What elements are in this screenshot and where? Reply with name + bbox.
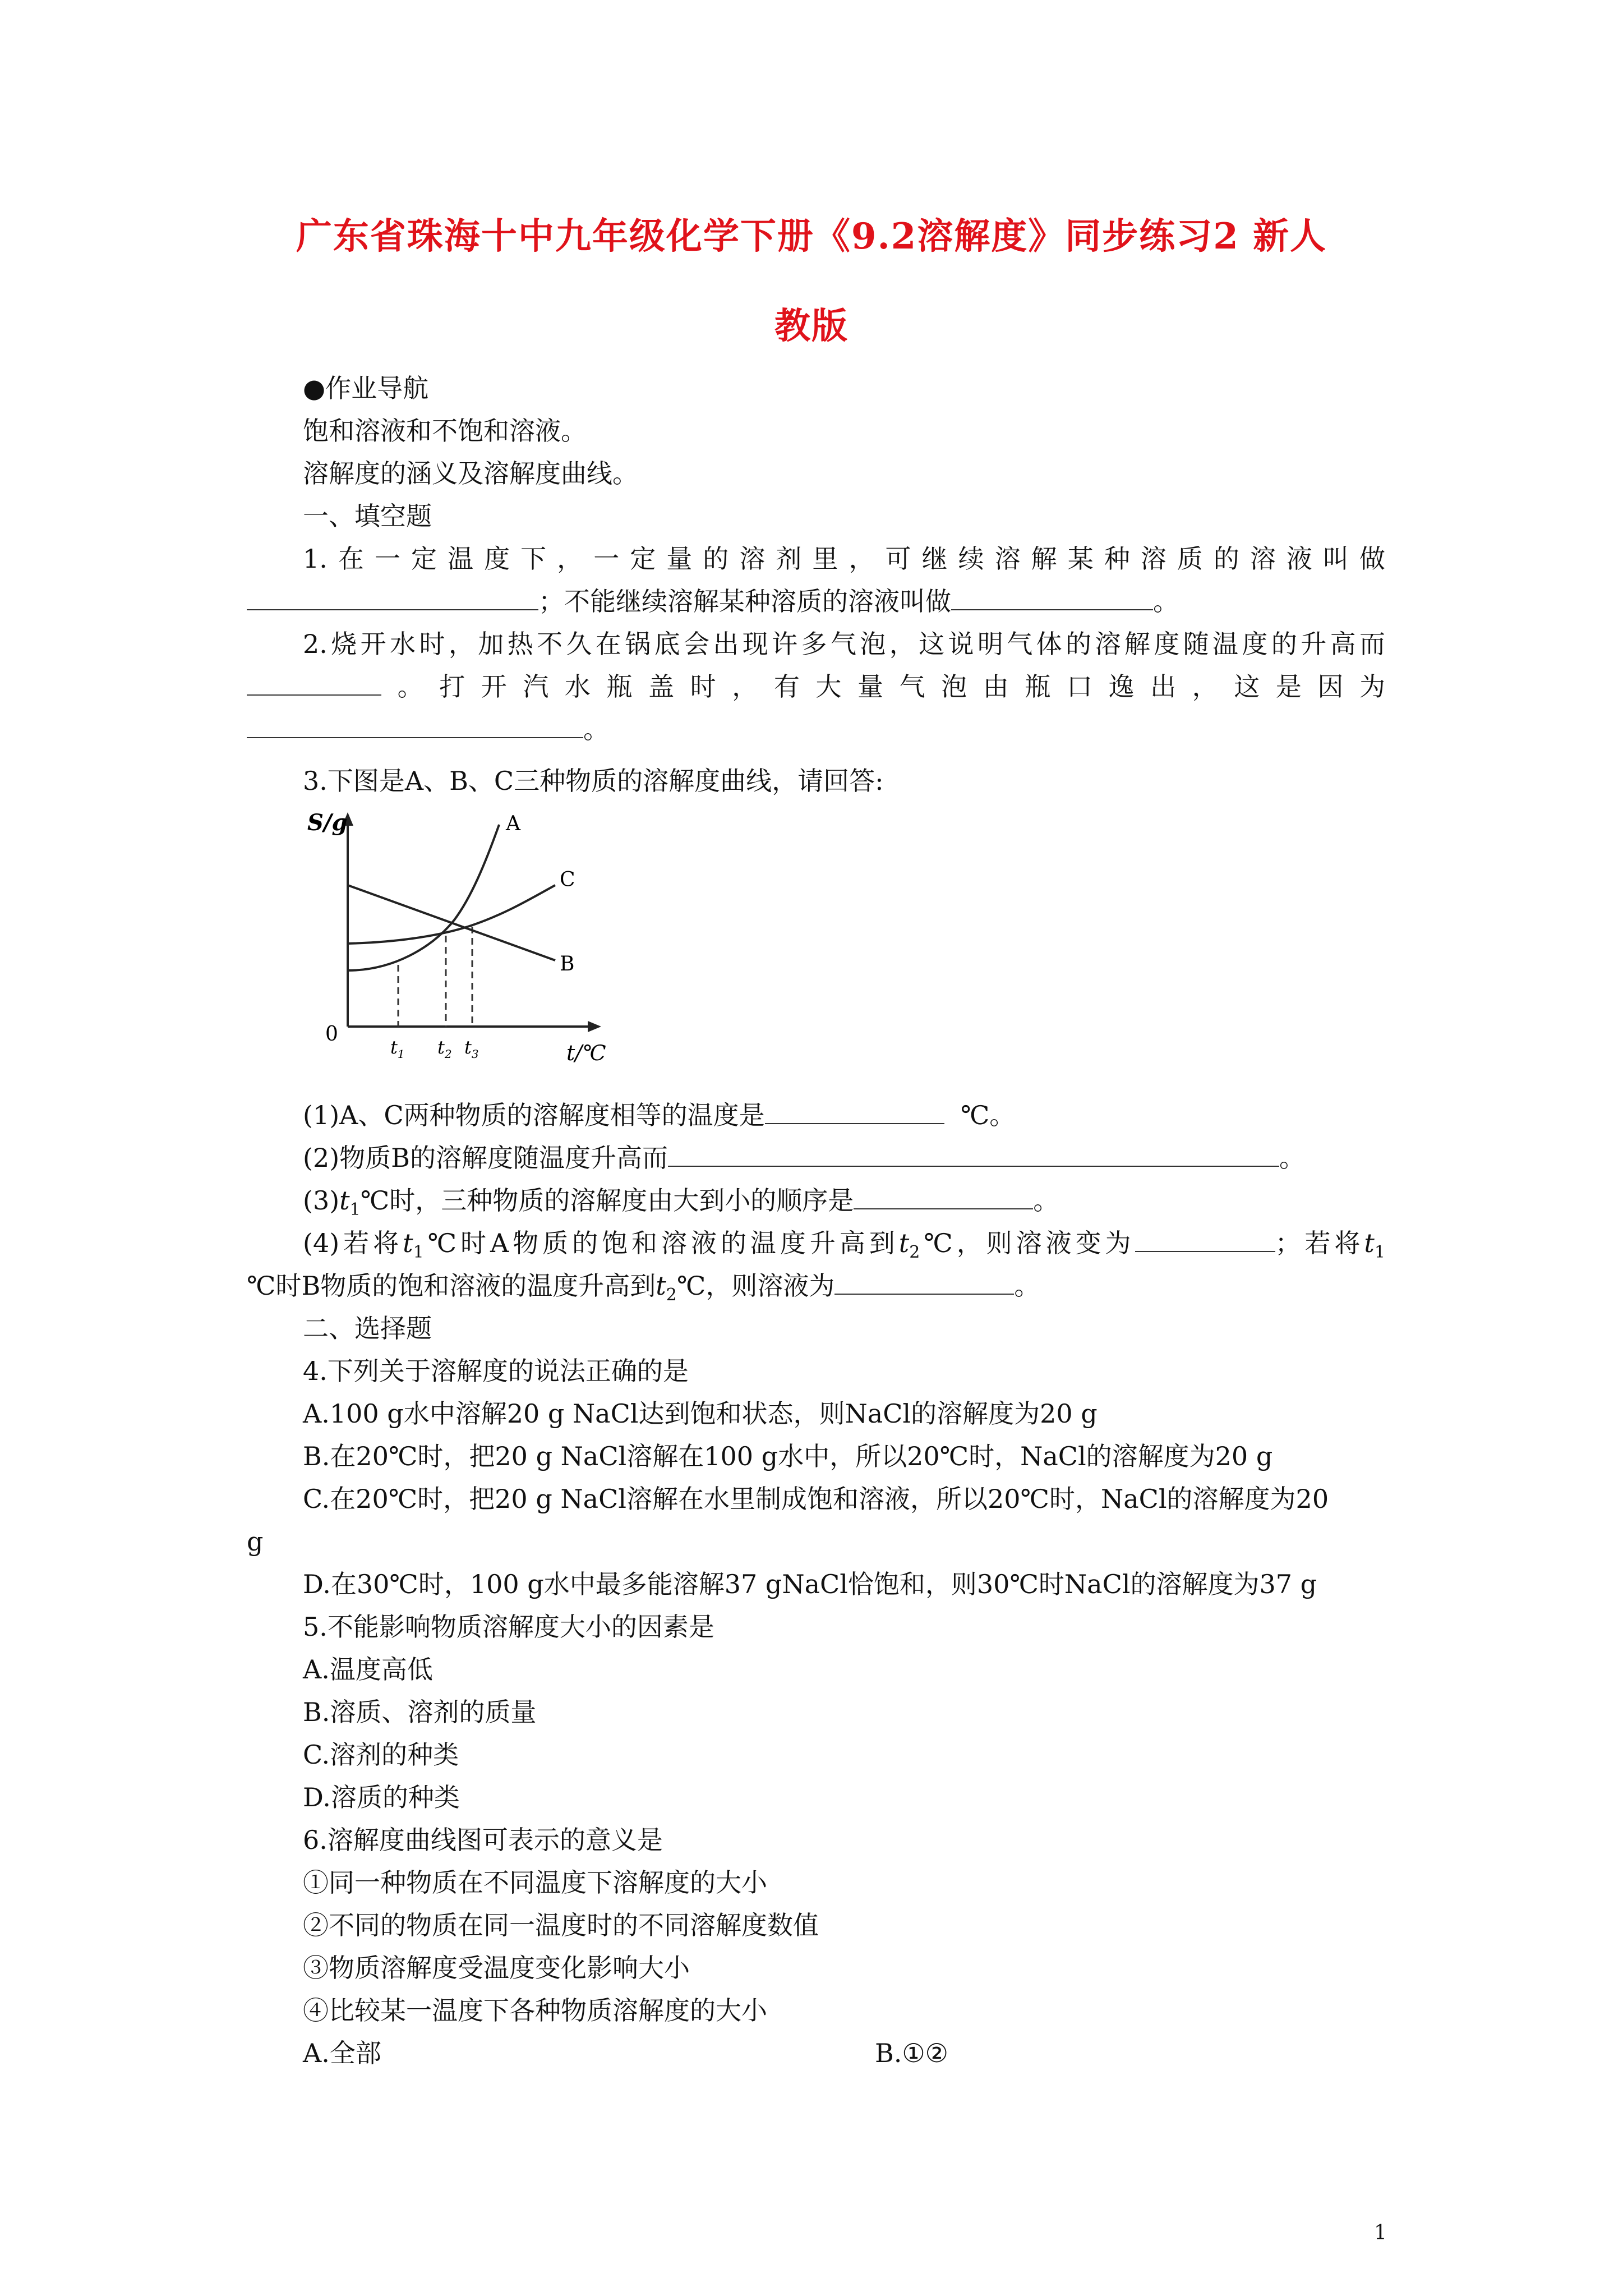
question-text: (1)A、C两种物质的溶解度相等的温度是 — [303, 1100, 765, 1130]
subscript: 1 — [413, 1243, 424, 1263]
x-axis-label: t/℃ — [566, 1041, 606, 1065]
series-B-curve — [348, 885, 555, 960]
temperature-symbol: t — [898, 1228, 910, 1258]
origin-label: 0 — [325, 1023, 338, 1046]
document-title-line2: 教版 — [774, 305, 849, 347]
document-title-line1: 广东省珠海十中九年级化学下册《9.2溶解度》同步练习2 新人 — [296, 215, 1327, 257]
temperature-symbol: t — [1364, 1228, 1375, 1258]
question-5-option-d[interactable]: D.溶质的种类 — [303, 1782, 460, 1812]
question-5-stem: 5.不能影响物质溶解度大小的因素是 — [303, 1612, 714, 1642]
guide-item: 饱和溶液和不饱和溶液。 — [303, 416, 587, 446]
question-3-part3 — [303, 1184, 1059, 1227]
question-4-option-d[interactable]: D.在30℃时，100 g水中最多能溶解37 gNaCl恰饱和，则30℃时NaCl的溶解度为37 g — [303, 1569, 1317, 1599]
question-6-item: ④比较某一温度下各种物质溶解度的大小 — [303, 1995, 767, 2026]
answer-blank[interactable] — [854, 1186, 1033, 1209]
question-4-option-b[interactable]: B.在20℃时，把20 g NaCl溶解在100 g水中，所以20℃时，NaCl的溶解度为20 g — [303, 1441, 1273, 1471]
answer-blank[interactable] — [834, 1271, 1014, 1295]
question-text: ℃时B物质的饱和溶液的温度升高到 — [247, 1271, 656, 1301]
subscript: 2 — [909, 1243, 920, 1263]
answer-blank[interactable] — [765, 1101, 944, 1124]
question-5-option-b[interactable]: B.溶质、溶剂的质量 — [303, 1697, 537, 1727]
subscript: 1 — [1374, 1243, 1385, 1263]
temperature-symbol: t — [339, 1185, 350, 1216]
question-6-stem: 6.溶解度曲线图可表示的意义是 — [303, 1825, 663, 1855]
page-number: 1 — [1374, 2221, 1387, 2244]
question-5-option-c[interactable]: C.溶剂的种类 — [303, 1740, 459, 1770]
question-2-line2 — [247, 670, 1385, 703]
question-text: ℃。 — [960, 1100, 1016, 1130]
question-text: ℃时A物质的饱和溶液的温度升高到 — [423, 1228, 899, 1258]
question-4-option-c-cont: g — [247, 1526, 264, 1557]
question-text: 。 — [583, 714, 609, 744]
question-1-line2 — [247, 585, 1385, 618]
question-text: 。 — [1153, 586, 1179, 616]
question-3-part4-line1 — [303, 1226, 1385, 1269]
question-text: 1.在一定温度下，一定量的溶剂里，可继续溶解某种溶质的溶液叫做 — [303, 544, 1385, 574]
question-2-line1 — [303, 627, 1385, 661]
question-4-option-a[interactable]: A.100 g水中溶解20 g NaCl达到饱和状态，则NaCl的溶解度为20 g — [303, 1398, 1098, 1429]
question-2-line3 — [247, 712, 1385, 746]
question-text: 。打开汽水瓶盖时，有大量气泡由瓶口逸出，这是因为 — [381, 671, 1385, 702]
subscript: 2 — [666, 1285, 677, 1305]
subscript: 1 — [349, 1200, 361, 1220]
answer-blank[interactable] — [247, 672, 381, 696]
question-3-part4-line2 — [247, 1269, 1385, 1312]
answer-blank[interactable] — [247, 587, 538, 610]
answer-blank[interactable] — [951, 587, 1153, 610]
solubility-chart — [292, 802, 617, 1071]
question-text: ℃时，三种物质的溶解度由大到小的顺序是 — [360, 1185, 854, 1216]
x-tick-label: $t_1$ — [390, 1037, 405, 1061]
question-4-option-c[interactable]: C.在20℃时，把20 g NaCl溶解在水里制成饱和溶液，所以20℃时，NaCl的溶解度为20 — [303, 1484, 1329, 1514]
question-text: 。 — [1279, 1143, 1305, 1173]
question-text: (2)物质B的溶解度随温度升高而 — [303, 1143, 668, 1173]
question-text: 2.烧开水时，加热不久在锅底会出现许多气泡，这说明气体的溶解度随温度的升高而 — [303, 629, 1385, 659]
x-tick-label: $t_2$ — [437, 1037, 452, 1061]
series-A-label: A — [506, 812, 520, 835]
answer-blank[interactable] — [1135, 1228, 1275, 1252]
question-text: (4)若将 — [303, 1228, 403, 1258]
series-B-label: B — [560, 953, 575, 976]
series-C-curve — [348, 885, 555, 944]
series-A-curve — [348, 825, 499, 970]
question-text: ；不能继续溶解某种溶质的溶液叫做 — [538, 586, 951, 616]
x-axis-arrow — [588, 1021, 601, 1032]
question-6-option-a[interactable]: A.全部 — [303, 2038, 381, 2068]
question-3-part2 — [303, 1141, 1305, 1175]
question-text: (3) — [303, 1185, 340, 1216]
section-heading: 二、选择题 — [303, 1313, 432, 1343]
question-text: ℃，则溶液变为 — [920, 1228, 1135, 1258]
question-6-item: ②不同的物质在同一温度时的不同溶解度数值 — [303, 1910, 819, 1940]
question-6-item: ③物质溶解度受温度变化影响大小 — [303, 1953, 690, 1983]
answer-blank[interactable] — [668, 1143, 1279, 1167]
temperature-symbol: t — [656, 1271, 666, 1301]
section-heading: 一、填空题 — [303, 501, 432, 531]
series-C-label: C — [560, 868, 575, 891]
question-6-option-b[interactable]: B.①② — [875, 2038, 948, 2068]
x-tick-label: $t_3$ — [464, 1037, 479, 1061]
guide-heading: ●作业导航 — [303, 373, 429, 403]
question-4-stem: 4.下列关于溶解度的说法正确的是 — [303, 1356, 689, 1386]
guide-item: 溶解度的涵义及溶解度曲线。 — [303, 458, 638, 489]
question-text: ；若将 — [1275, 1228, 1364, 1258]
question-3-intro: 3.下图是A、B、C三种物质的溶解度曲线，请回答: — [303, 766, 884, 796]
answer-blank[interactable] — [247, 715, 583, 738]
question-1-line1 — [303, 542, 1385, 576]
y-axis-label: S/g — [307, 809, 348, 836]
question-text: 。 — [1033, 1185, 1059, 1216]
question-5-option-a[interactable]: A.温度高低 — [303, 1654, 433, 1685]
question-text: 。 — [1014, 1271, 1040, 1301]
question-text: ℃，则溶液为 — [676, 1271, 835, 1301]
question-3-part1 — [303, 1098, 1015, 1132]
temperature-symbol: t — [403, 1228, 413, 1258]
question-6-item: ①同一种物质在不同温度下溶解度的大小 — [303, 1867, 767, 1898]
